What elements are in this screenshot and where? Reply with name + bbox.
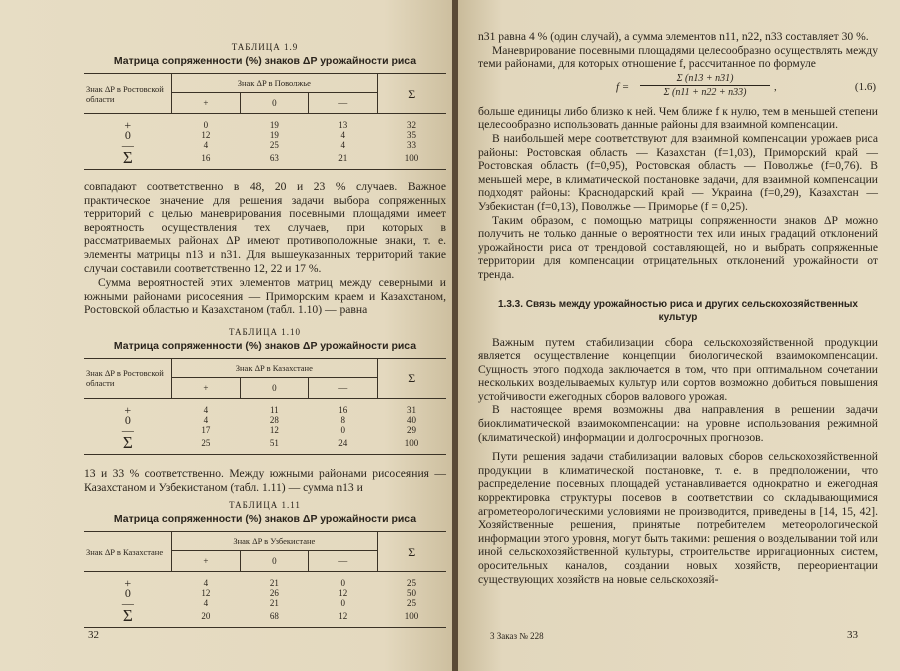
table-row [84,572,446,589]
table-cell: 100 [404,437,419,448]
right-page [458,0,900,671]
table-sigma-header: Σ [377,358,446,398]
table-row [84,435,446,455]
table-cell: 25 [407,578,416,589]
table-row [84,140,446,150]
right-paragraph-4: В наибольшей мере соответствуют для взаимной компенсации урожаев риса районы: Ростовская область — Казахстан (f=1,03), Приморский край — Ростовская область (f=0,95), Ростовская область — Поволжье (f=0,76). В меньшей мере, в климатической постановке задачи, для взаимной компенсации подходят районы: Краснодарский край — Украина (f=0,29), Казахстан — Узбекистан (f=0,13), Поволжье — Приморье (f = 0,25). [478,131,878,213]
table-column-sign: + [172,551,240,572]
table-column-sign: 0 [240,551,308,572]
table-row [84,415,446,425]
left-paragraph-1: совпадают соответственно в 48, 20 и 23 % случаев. Важное практическое значение для решения задачи выбора сопряженных территорий с целью маневрирования посевными площадями имеет вероятность осуществления тех случаев, при которых в рассматриваемых районах ΔP имеют противоположные знаки, т. е. элементы матрицы n13 и n31. Для вышеуказанных территорий такие случаи составили соответственно 12, 22 и 17 %. [84,180,446,275]
table-cell: 4 [203,140,209,150]
table-1-10-title: Матрица сопряженности (%) знаков ΔP урожайности риса [113,339,417,352]
table-cell: 11 [269,404,279,415]
table-1-10 [84,358,446,455]
table-row-label: + [124,118,132,132]
table-cell: 51 [269,437,279,448]
table-header-row [84,74,446,93]
right-page-content [478,30,878,586]
right-page-number: 33 [847,629,858,641]
formula-equation-number: (1.6) [854,80,876,93]
table-cell: 4 [203,414,209,425]
right-paragraph-7: В настоящее время возможны два направления в решении задачи биоклиматической взаимокомпенсации: на уровне использования режимной (климатической) информации и долгосрочных прогнозов. [478,403,878,444]
section-heading: 1.3.3. Связь между урожайностью риса и других сельскохозяйственных культур [498,298,858,323]
table-cell: 28 [269,414,279,425]
table-row [84,130,446,140]
table-row [84,150,446,170]
table-cell: 0 [203,120,209,130]
table-column-sign: — [309,93,377,114]
table-1-9-title: Матрица сопряженности (%) знаков ΔP урожайности риса [113,55,417,67]
table-row-label: + [124,576,132,591]
table-cell: 0 [340,424,346,435]
table-row [84,398,446,415]
table-row-label: 0 [124,128,131,142]
left-page-number: 32 [88,629,99,641]
table-header-row [84,358,446,377]
formula-comma: , [774,80,777,93]
left-page-content [84,40,446,628]
table-column-sign: + [172,93,240,114]
formula-numerator: Σ (n13 + n31) [640,73,770,86]
table-cell: 12 [201,588,211,599]
table-cell: 0 [340,598,346,609]
table-cell: 13 [338,120,348,130]
table-cell: 16 [338,404,348,415]
table-1-10-number: ТАБЛИЦА 1.10 [228,326,302,337]
table-cell: 20 [201,611,211,622]
table-row-label: 0 [124,412,131,427]
right-paragraph-3: больше единицы либо близко к ней. Чем ближе f к нулю, тем в меньшей степени целесообразно использовать данные районы для взаимной компенсации. [478,104,878,132]
right-paragraph-6: Важным путем стабилизации сбора сельскохозяйственной продукции является осуществление концепции биологической взаимокомпенсации. Сущность этого подхода заключается в том, что при оптимальном сочетании нескольких возделываемых культур или сортов возможно добиться повышения устойчивости ежегодных сборов валового урожая. [478,335,878,403]
table-row-header: Знак ΔP в Казахстане [84,532,172,572]
table-cell: 29 [407,424,416,435]
formula-fraction [640,73,770,98]
table-sigma-header: Σ [377,74,446,114]
table-row-label: Σ [122,432,133,452]
formula-denominator: Σ (n11 + n22 + n33) [663,86,747,98]
table-column-sign: 0 [240,93,308,114]
table-cell: 63 [269,153,279,163]
table-1-9-number: ТАБЛИЦА 1.9 [231,42,299,52]
table-row-label: + [124,402,132,417]
table-1-11-number: ТАБЛИЦА 1.11 [229,500,301,511]
table-cell: 50 [407,588,416,599]
table-row [84,598,446,608]
table-row-label: — [121,596,134,611]
table-cell: 17 [201,424,211,435]
table-cell: 0 [340,578,346,589]
table-row-label: Σ [122,148,133,167]
table-row-header: Знак ΔP в Ростовской области [84,74,172,114]
table-cell: 31 [407,404,416,415]
right-paragraph-1: n31 равна 4 % (один случай), а сумма элементов n11, n22, n33 составляет 30 %. [478,30,869,43]
table-cell: 4 [340,140,346,150]
table-column-sign: 0 [240,377,308,398]
table-row [84,608,446,628]
table-cell: 12 [338,588,348,599]
table-cell: 21 [269,598,279,609]
table-row [84,588,446,598]
table-column-group: Знак ΔP в Узбекистане [172,532,377,551]
table-row-label: — [121,422,134,437]
table-column-sign: — [309,551,377,572]
table-cell: 12 [269,424,279,435]
table-cell: 21 [338,153,348,163]
table-header-row [84,532,446,551]
table-cell: 12 [338,611,348,622]
left-paragraph-2: Сумма вероятностей этих элементов матриц между северными и южными районами рисосеяния — Приморским краем и Казахстаном, Ростовской областью и Казахстаном (табл. 1.10) — равна [84,276,446,317]
table-cell: 26 [269,588,279,599]
table-column-group: Знак ΔP в Казахстане [172,358,377,377]
table-row [84,114,446,131]
table-cell: 4 [340,130,346,140]
table-cell: 24 [338,437,348,448]
right-paragraph-2: Маневрирование посевными площадями целесообразно осуществлять между теми районами, для которых отношение f, рассчитанное по формуле [478,43,878,71]
right-paragraph-5: Таким образом, с помощью матрицы сопряженности знаков ΔP можно получить не только данные о вероятности тех или иных градаций отклонений урожайности риса от трендовой составляющей, но и выбрать сопряженные территории для компенсации отрицательных отклонений урожайности от тренда. [478,213,878,281]
table-cell: 33 [407,140,416,150]
table-column-group: Знак ΔP в Поволжье [172,74,377,93]
table-cell: 12 [201,130,211,140]
table-row-label: 0 [124,586,131,601]
table-cell: 4 [203,404,209,415]
table-cell: 40 [407,414,416,425]
table-cell: 19 [269,130,279,140]
left-paragraph-3: 13 и 33 % соответственно. Между южными районами рисосеяния — Казахстаном и Узбекистаном (табл. 1.11) — сумма n13 и [84,466,446,494]
table-1-9 [84,73,446,170]
table-cell: 100 [404,153,419,163]
table-cell: 25 [269,140,279,150]
table-cell: 21 [269,578,279,589]
table-1-11-title: Матрица сопряженности (%) знаков ΔP урожайности риса [113,513,417,526]
table-cell: 4 [203,578,209,589]
table-cell: 68 [269,611,279,622]
table-sigma-header: Σ [377,532,446,572]
printer-signature: 3 Заказ № 228 [490,631,544,641]
table-cell: 16 [201,153,211,163]
table-row-label: — [121,138,134,152]
right-paragraph-8: Пути решения задачи стабилизации валовых сборов сельскохозяйственной продукции в климатической постановке, т. е. в предположении, что распределение посевных площадей устанавливается однократно и ежегодная корректировка структуры посевов в соответствии со складывающимися агрометеорологическими условиями не производится, приведены в [14, 15, 42]. Хозяйственные решения, принятые потребителем метеорологической информации этого уровня, могут быть такими: решения о возделывании той или иной сельскохозяйственной культуры, строительстве ирригационных систем, оросительных каналов, создании новых хозяйств, переориентации существующих хозяйств на новые сельскохозяй- [478,450,878,586]
table-column-sign: — [309,377,377,398]
table-1-11 [84,531,446,628]
table-cell: 19 [269,120,279,130]
table-row [84,425,446,435]
table-row-header: Знак ΔP в Ростовской области [84,358,172,398]
table-cell: 8 [340,414,346,425]
table-cell: 25 [407,598,416,609]
formula-1-6 [478,73,878,103]
table-cell: 100 [404,611,419,622]
table-cell: 32 [407,120,416,130]
formula-lhs: f = [616,80,630,93]
table-cell: 25 [201,437,211,448]
table-cell: 35 [407,130,416,140]
table-column-sign: + [172,377,240,398]
table-cell: 4 [203,598,209,609]
table-row-label: Σ [122,606,133,626]
